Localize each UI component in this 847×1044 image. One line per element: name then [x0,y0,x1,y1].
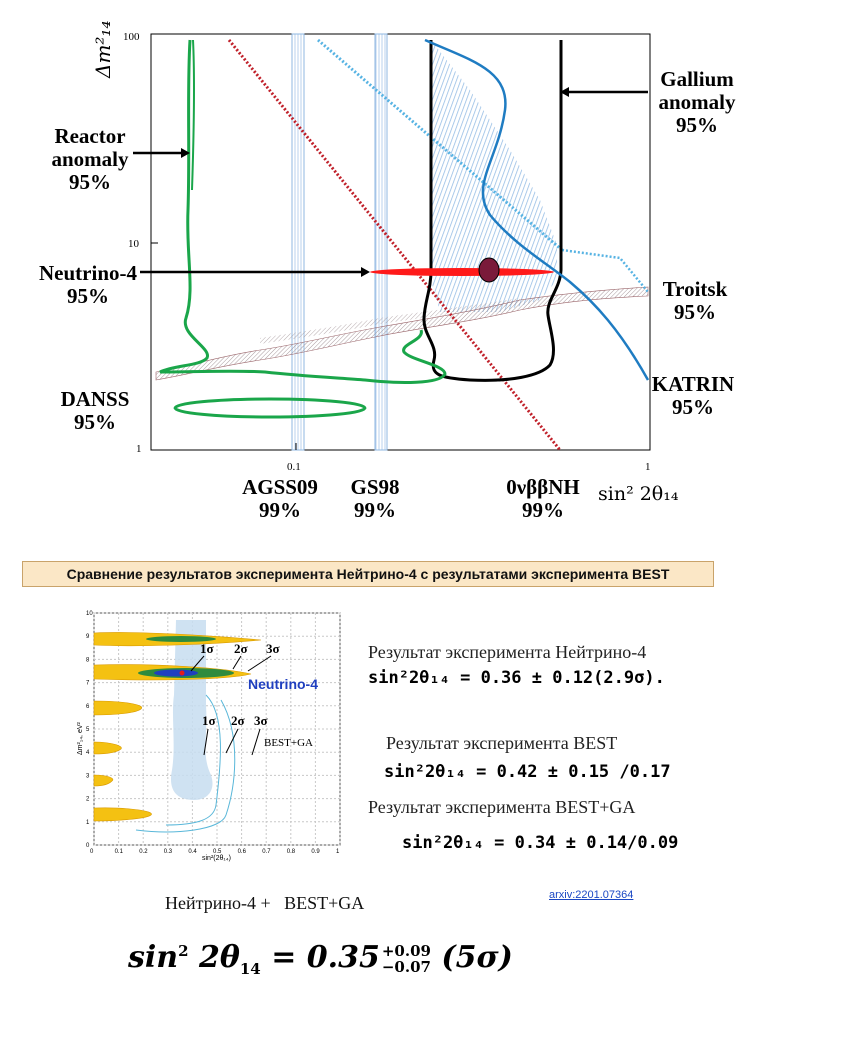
small-x-axis-label: sin²(2θ₁₄) [202,855,231,862]
sigma-top-2: 2σ [234,641,248,656]
small-x-tick: 0.7 [262,849,271,855]
y-tick-10: 10 [128,238,139,250]
best-result-title: Результат эксперимента BEST [386,733,618,753]
troitsk-label-line1: Troitsk [662,277,728,301]
small-neutrino4-label: Neutrino-4 [248,676,318,692]
katrin-label [643,373,743,419]
agss09-band [292,34,304,450]
small-y-tick: 1 [86,819,90,826]
katrin-label-line2: 95% [672,395,714,419]
bestga-result-formula: sin²2θ₁₄ = 0.34 ± 0.14/0.09 [402,833,679,853]
x-axis-label: sin² 2θ₁₄ [598,483,679,505]
sigma-mid-2: 2σ [231,713,245,728]
small-x-tick: 0.1 [114,849,123,855]
agss09-label [230,476,330,522]
sigma-mid-3: 3σ [254,713,268,728]
final-eq: = 0.35 [260,940,380,975]
reactor-anomaly-label [40,125,140,194]
final-plus: +0.09 [381,942,431,960]
small-bestga-label: BEST+GA [264,737,313,749]
y-axis-label: Δm²₁₄ [91,20,115,78]
sigma-top-1: 1σ [200,641,214,656]
small-y-tick: 5 [86,727,90,733]
gallium-label-line3: 95% [676,113,718,137]
neutrino4-label-line1: Neutrino-4 [39,261,137,285]
final-sin: sin [128,940,179,975]
neutrino4-label [28,262,148,308]
y-tick-1: 1 [136,443,142,455]
final-errors [382,943,431,975]
reactor-label-line3: 95% [69,170,111,194]
small-x-tick: 0 [90,849,94,855]
small-x-tick: 0.9 [311,849,320,855]
final-sub: 14 [239,960,261,978]
small-x-tick: 0.2 [139,849,148,855]
small-y-axis-label: Δm²₁₄, eV² [77,722,84,755]
onbb-label-line1: 0νββNH [506,475,580,499]
gs98-label [330,476,420,522]
agss09-label-line2: 99% [259,498,301,522]
final-sup: 2 [178,942,189,960]
onbb-label-line2: 99% [522,498,564,522]
small-x-tick: 0.5 [213,849,222,855]
small-y-tick: 4 [86,750,90,757]
danss-label [45,388,145,434]
final-result-formula [128,940,513,978]
gs98-band [375,34,387,450]
small-y-tick: 7 [86,680,90,687]
neutrino4-best-fit [479,258,499,282]
best-result-formula: sin²2θ₁₄ = 0.42 ± 0.15 /0.17 [384,762,671,782]
n4-result-formula: sin²2θ₁₄ = 0.36 ± 0.12(2.9σ). [368,668,665,688]
danss-label-line1: DANSS [60,387,130,411]
onbb-label [488,476,598,522]
agss09-label-line1: AGSS09 [242,475,318,499]
small-y-tick: 2 [86,796,90,803]
small-y-tick: 6 [86,703,90,710]
neutrino4-best-chart [76,605,352,863]
small-best-fit [180,671,185,676]
katrin-label-line1: KATRIN [651,372,735,396]
small-y-tick: 3 [86,773,90,780]
gallium-label-line2: anomaly [658,90,736,114]
comparison-banner: Сравнение результатов эксперимента Нейтрино-4 с результатами эксперимента BEST [22,561,714,587]
gs98-label-line2: 99% [354,498,396,522]
troitsk-label-line2: 95% [674,300,716,324]
arxiv-link[interactable]: arxiv:2201.07364 [549,889,634,901]
final-sigma: (5σ) [430,940,513,975]
small-y-tick: 0 [86,843,90,849]
small-y-tick: 10 [86,611,93,617]
small-x-tick: 0.4 [188,849,197,855]
small-x-tick: 1 [336,849,340,855]
x-tick-0.1: 0.1 [287,461,301,473]
reactor-label-line1: Reactor [54,124,126,148]
reactor-label-line2: anomaly [51,147,129,171]
gallium-label-line1: Gallium [660,67,734,91]
sigma-mid-1: 1σ [202,713,216,728]
gallium-anomaly-label [647,68,747,137]
y-tick-100: 100 [123,31,140,43]
small-x-tick: 0.6 [237,849,246,855]
sigma-top-3: 3σ [266,641,280,656]
combined-label: Нейтрино-4 + BEST+GA [165,893,365,913]
small-y-tick: 8 [86,657,90,664]
troitsk-label [650,278,740,324]
final-mid: 2θ [188,940,240,975]
small-x-tick: 0.3 [163,849,173,855]
neutrino4-label-line2: 95% [67,284,109,308]
bestga-result-title: Результат эксперимента BEST+GA [368,797,636,817]
danss-label-line2: 95% [74,410,116,434]
x-tick-1: 1 [645,461,651,473]
small-y-tick: 9 [86,634,90,641]
small-x-tick: 0.8 [286,849,296,855]
plot-frame [151,34,650,450]
final-minus: −0.07 [381,958,431,976]
n4-result-title: Результат эксперимента Нейтрино-4 [368,642,647,662]
neutrino4-band [370,268,554,276]
gs98-label-line1: GS98 [350,475,400,499]
